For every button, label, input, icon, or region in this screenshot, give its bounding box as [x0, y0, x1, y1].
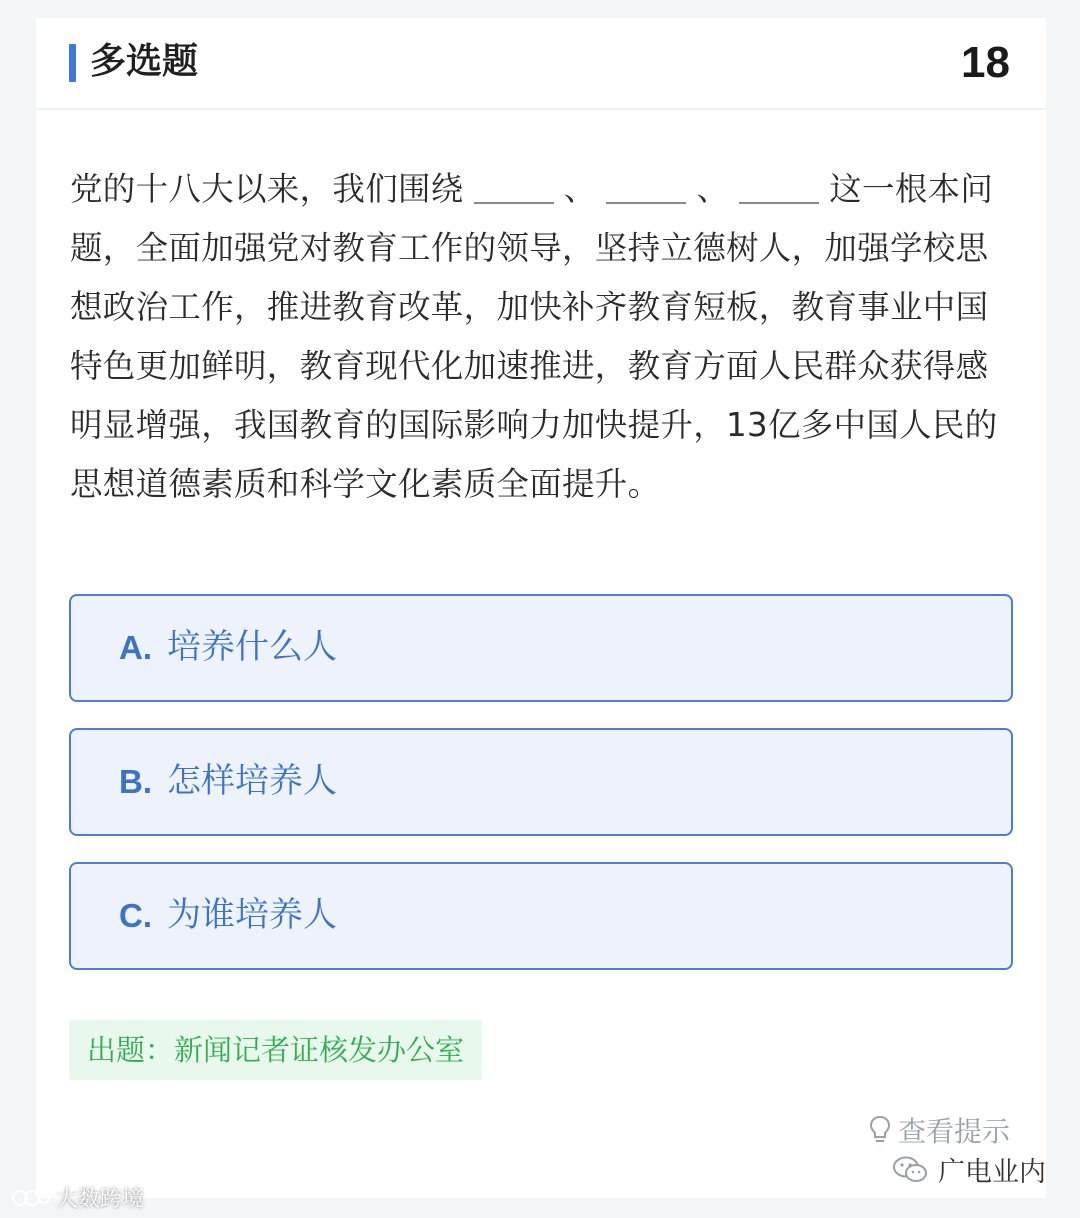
- option-c[interactable]: [69, 862, 1013, 970]
- option-text: 培养什么人: [167, 627, 337, 667]
- blank-separator-1: 、: [563, 170, 597, 208]
- wechat-icon: [892, 1155, 928, 1185]
- watermark-right: [892, 1150, 1046, 1189]
- option-a[interactable]: [69, 594, 1013, 702]
- option-text: 怎样培养人: [167, 761, 337, 801]
- option-letter: A.: [119, 629, 152, 666]
- question-text: [70, 160, 1014, 514]
- view-hint-label: 查看提示: [897, 1115, 1010, 1148]
- lightbulb-icon: [868, 1115, 892, 1145]
- answer-blank-3: [739, 172, 819, 204]
- type-indicator-bar: [69, 44, 76, 82]
- question-type-label: 多选题: [90, 41, 199, 82]
- brand-logo-icon: [10, 1186, 52, 1210]
- options-list: [69, 594, 1013, 996]
- option-letter: B.: [119, 763, 152, 800]
- blank-separator-2: 、: [696, 170, 730, 208]
- question-header: [36, 18, 1046, 110]
- view-hint-button[interactable]: [868, 1110, 1010, 1150]
- question-text-before: 党的十八大以来，我们围绕: [70, 170, 464, 208]
- answer-blank-2: [606, 172, 686, 204]
- answer-blank-1: [474, 172, 554, 204]
- question-source-badge: 出题：新闻记者证核发办公室: [69, 1020, 482, 1080]
- question-text-after: 这一根本问题，全面加强党对教育工作的领导，坚持立德树人，加强学校思想政治工作，推进教育改革，加快补齐教育短板，教育事业中国特色更加鲜明，教育现代化加速推进，教育方面人民群众获得感明显增强，我国教育的国际影响力加快提升，13亿多中国人民的思想道德素质和科学文化素质全面提升。: [70, 170, 998, 503]
- question-number: 18: [961, 38, 1010, 87]
- option-letter: C.: [119, 897, 152, 934]
- option-b[interactable]: [69, 728, 1013, 836]
- option-text: 为谁培养人: [167, 895, 337, 935]
- watermark-left-text: 大数跨境: [56, 1187, 145, 1212]
- watermark-left: [10, 1182, 144, 1213]
- question-card: [36, 18, 1046, 1198]
- watermark-right-text: 广电业内: [938, 1157, 1046, 1188]
